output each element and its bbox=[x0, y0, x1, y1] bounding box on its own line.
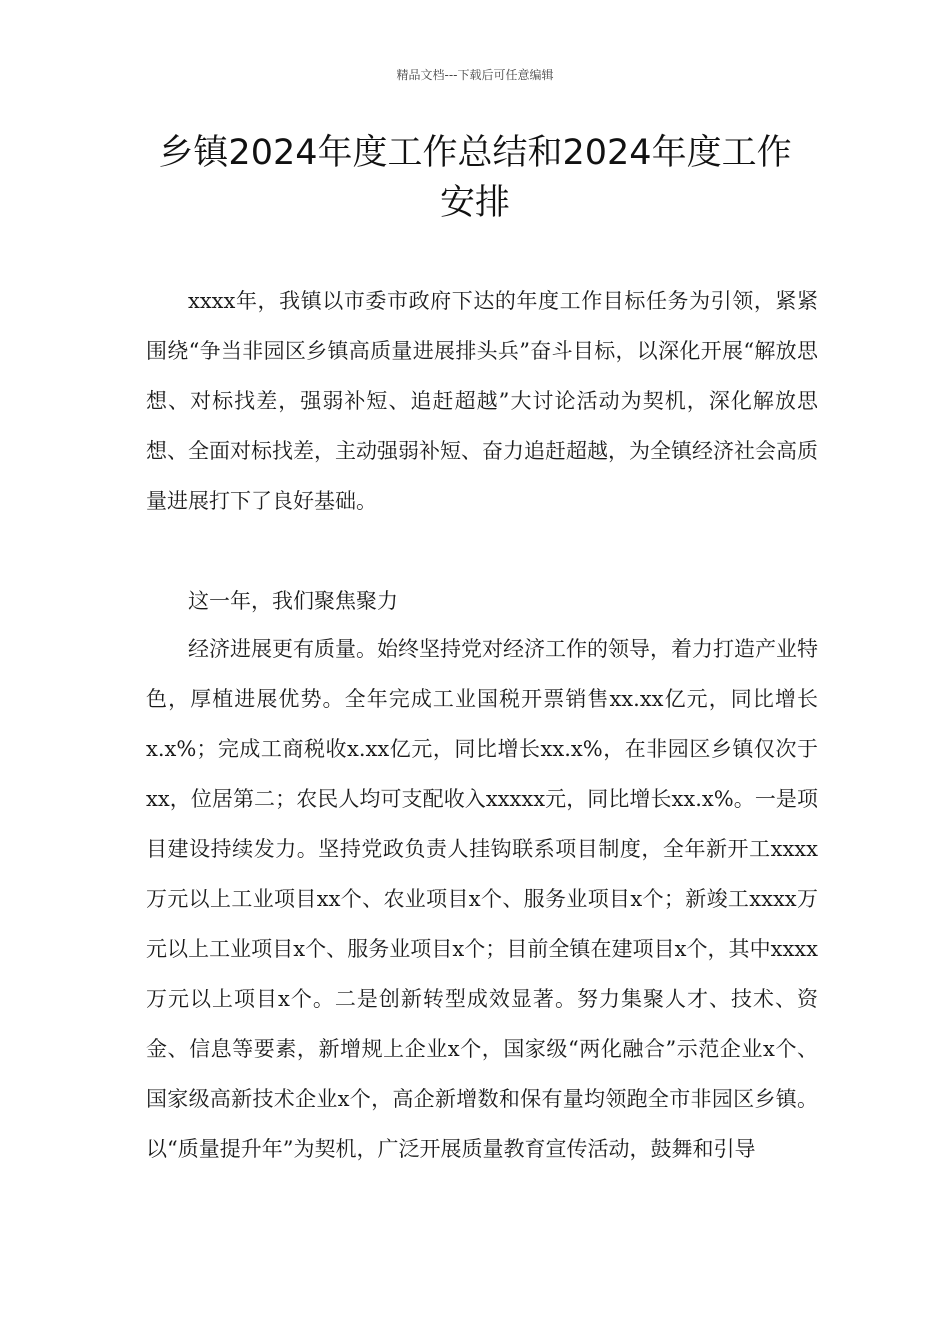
paragraph-intro: xxxx年，我镇以市委市政府下达的年度工作目标任务为引领，紧紧围绕“争当非园区乡镇高质量进展排头兵”奋斗目标，以深化开展“解放思想、对标找差，强弱补短、追赶超越”大讨论活动为契机，深化解放思想、全面对标找差，主动强弱补短、奋力追赶超越，为全镇经济社会高质量进展打下了良好基础。 bbox=[146, 289, 818, 513]
header-note: 精品文档---下载后可任意编辑 bbox=[396, 68, 554, 82]
paragraph-economy: 经济进展更有质量。始终坚持党对经济工作的领导，着力打造产业特色，厚植进展优势。全年完成工业国税开票销售xx.xx亿元，同比增长x.x%；完成工商税收x.xx亿元，同比增长xx.x%，在非园区乡镇仅次于xx，位居第二；农民人均可支配收入xxxxx元，同比增长xx.x%。一是项目建设持续发力。坚持党政负责人挂钩联系项目制度，全年新开工xxxx万元以上工业项目xx个、农业项目x个、服务业项目x个；新竣工xxxx万元以上工业项目x个、服务业项目x个；目前全镇在建项目x个，其中xxxx万元以上项目x个。二是创新转型成效显著。努力集聚人才、技术、资金、信息等要素，新增规上企业x个，国家级“两化融合”示范企业x个、国家级高新技术企业x个，高企新增数和保有量均领跑全市非园区乡镇。以“质量提升年”为契机，广泛开展质量教育宣传活动，鼓舞和引导 bbox=[146, 637, 818, 1161]
document-title: 乡镇2024年度工作总结和2024年度工作安排 bbox=[158, 133, 792, 223]
paragraph-section-heading: 这一年，我们聚焦聚力 bbox=[188, 589, 398, 613]
